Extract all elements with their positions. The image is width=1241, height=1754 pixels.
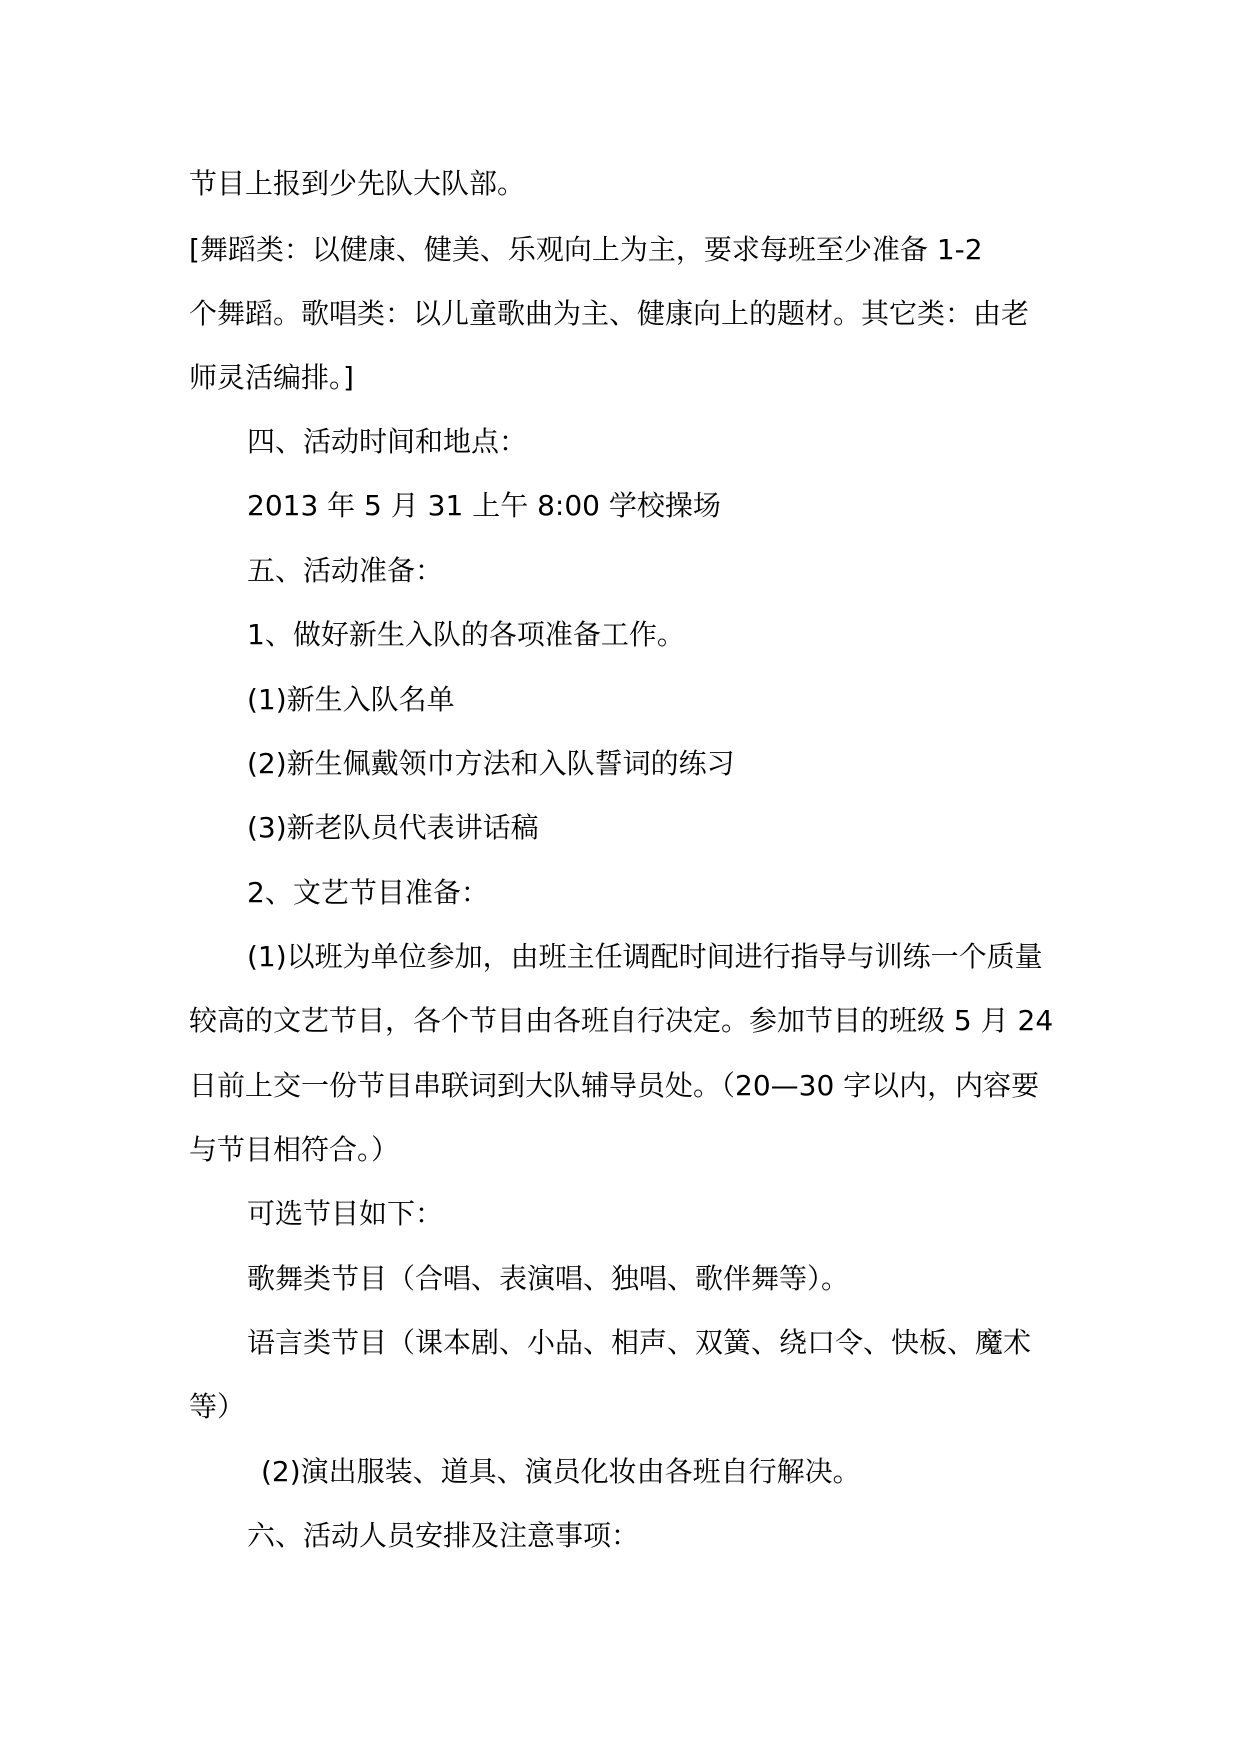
text-line: 个舞蹈。歌唱类：以儿童歌曲为主、健康向上的题材。其它类：由老 bbox=[189, 297, 1030, 330]
list-item: (2)新生佩戴领巾方法和入队誓词的练习 bbox=[247, 747, 735, 780]
section-heading: 六、活动人员安排及注意事项： bbox=[247, 1519, 640, 1552]
section-heading: 四、活动时间和地点： bbox=[247, 425, 528, 458]
text-line: 师灵活编排。] bbox=[189, 361, 354, 394]
list-item: 歌舞类节目（合唱、表演唱、独唱、歌伴舞等）。 bbox=[247, 1262, 850, 1295]
list-item: 1、做好新生入队的各项准备工作。 bbox=[247, 618, 685, 651]
text-line: 与节目相符合。） bbox=[189, 1133, 400, 1166]
text-line: 2013 年 5 月 31 上午 8:00 学校操场 bbox=[247, 489, 721, 522]
list-item: 语言类节目（课本剧、小品、相声、双簧、绕口令、快板、魔术 bbox=[247, 1326, 1032, 1359]
text-line: 较高的文艺节目，各个节目由各班自行决定。参加节目的班级 5 月 24 bbox=[189, 1004, 1054, 1037]
list-item: 2、文艺节目准备： bbox=[247, 876, 489, 909]
list-item: (1)以班为单位参加，由班主任调配时间进行指导与训练一个质量 bbox=[247, 940, 1043, 973]
list-item: (2)演出服装、道具、演员化妆由各班自行解决。 bbox=[261, 1455, 861, 1488]
list-item: (1)新生入队名单 bbox=[247, 683, 455, 716]
text-line: [舞蹈类：以健康、健美、乐观向上为主，要求每班至少准备 1-2 bbox=[189, 233, 983, 266]
list-item: (3)新老队员代表讲话稿 bbox=[247, 811, 539, 844]
text-line: 可选节目如下： bbox=[247, 1197, 444, 1230]
text-line: 日前上交一份节目串联词到大队辅导员处。（20—30 字以内，内容要 bbox=[189, 1069, 1040, 1102]
text-line: 节目上报到少先队大队部。 bbox=[189, 167, 526, 200]
section-heading: 五、活动准备： bbox=[247, 554, 444, 587]
text-line: 等） bbox=[189, 1390, 246, 1423]
